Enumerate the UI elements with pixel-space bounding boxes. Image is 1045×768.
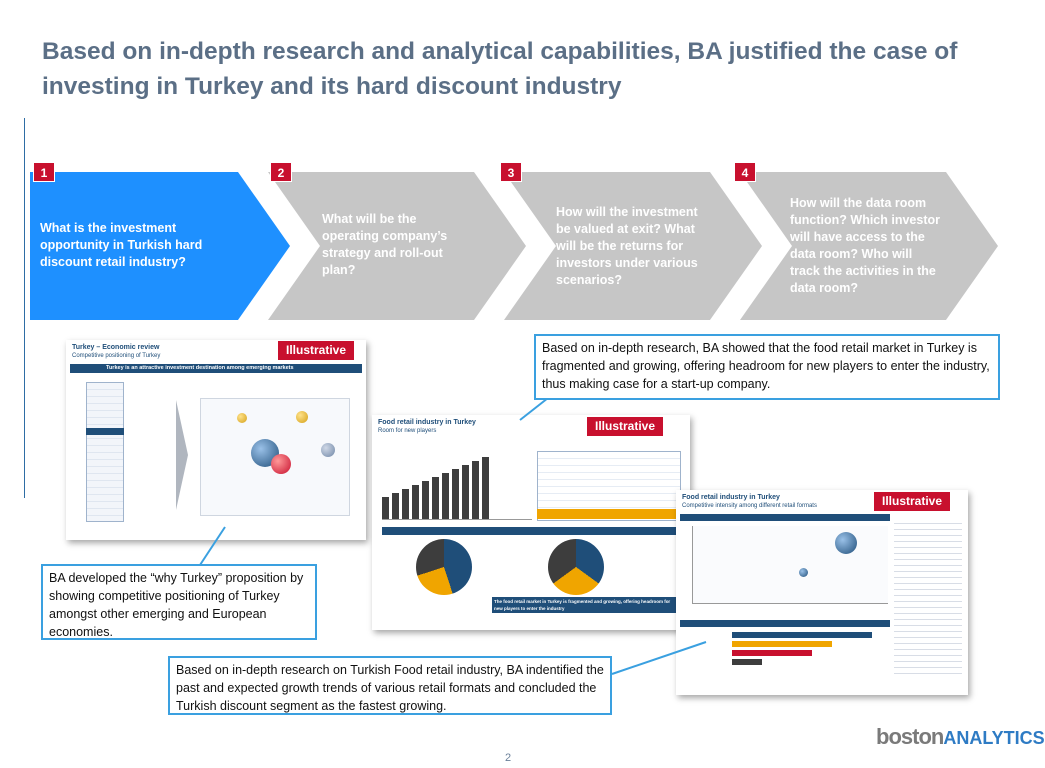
callout-retail-formats: Based on in-depth research on Turkish Food retail industry, BA indentified the past and expected growth trends of various retail formats and concluded the Turkish discount segment as the fastest growing. [168,656,612,715]
step-badge-1: 1 [33,162,55,182]
thumb-title: Food retail industry in Turkey [378,419,476,426]
illustrative-tag-1: Illustrative [278,341,354,360]
thumb-banner-text: The food retail market in Turkey is fragmented and growing, offering headroom for new players to enter the industry [494,599,671,611]
callout-food-market: Based on in-depth research, BA showed that the food retail market in Turkey is fragmented and growing, offering headroom for new players to enter the industry, thus making case for a start-up company. [534,334,1000,400]
thumb-subtitle: Room for new players [378,428,437,434]
step-text-2: What will be the operating company’s strategy and roll-out plan? [322,212,448,277]
step-badge-2: 2 [270,162,292,182]
thumb-title: Turkey – Economic review [72,344,160,351]
thumb-banner-text: Turkey is an attractive investment destination among emerging markets [106,365,294,371]
thumb-title: Food retail industry in Turkey [682,494,780,501]
boston-analytics-logo [876,724,1045,751]
step-text-1: What is the investment opportunity in Turkish hard discount retail industry? [40,220,203,269]
thumb-subtitle: Competitive intensity among different retail formats [682,503,817,509]
step-text-4: How will the data room function? Which investor will have access to the data room? Who will track the activities in the data room? [790,196,940,295]
illustrative-tag-3: Illustrative [874,492,950,511]
step-text-3: How will the investment be valued at exit? What will be the returns for investors under various scenarios? [556,204,698,287]
page-number: 2 [505,752,512,764]
step-badge-4: 4 [734,162,756,182]
illustrative-tag-2: Illustrative [587,417,663,436]
page-title: Based on in-depth research and analytical capabilities, BA justified the case of investing in Turkey and its hard discount industry [42,38,958,100]
step-badge-3: 3 [500,162,522,182]
callout-why-turkey: BA developed the “why Turkey” proposition by showing competitive positioning of Turkey amongst other emerging and European economies. [41,564,317,640]
logo-part-2: ANALYTICS [943,728,1045,748]
logo-part-1: boston [876,724,944,749]
thumb-subtitle: Competitive positioning of Turkey [72,353,161,359]
